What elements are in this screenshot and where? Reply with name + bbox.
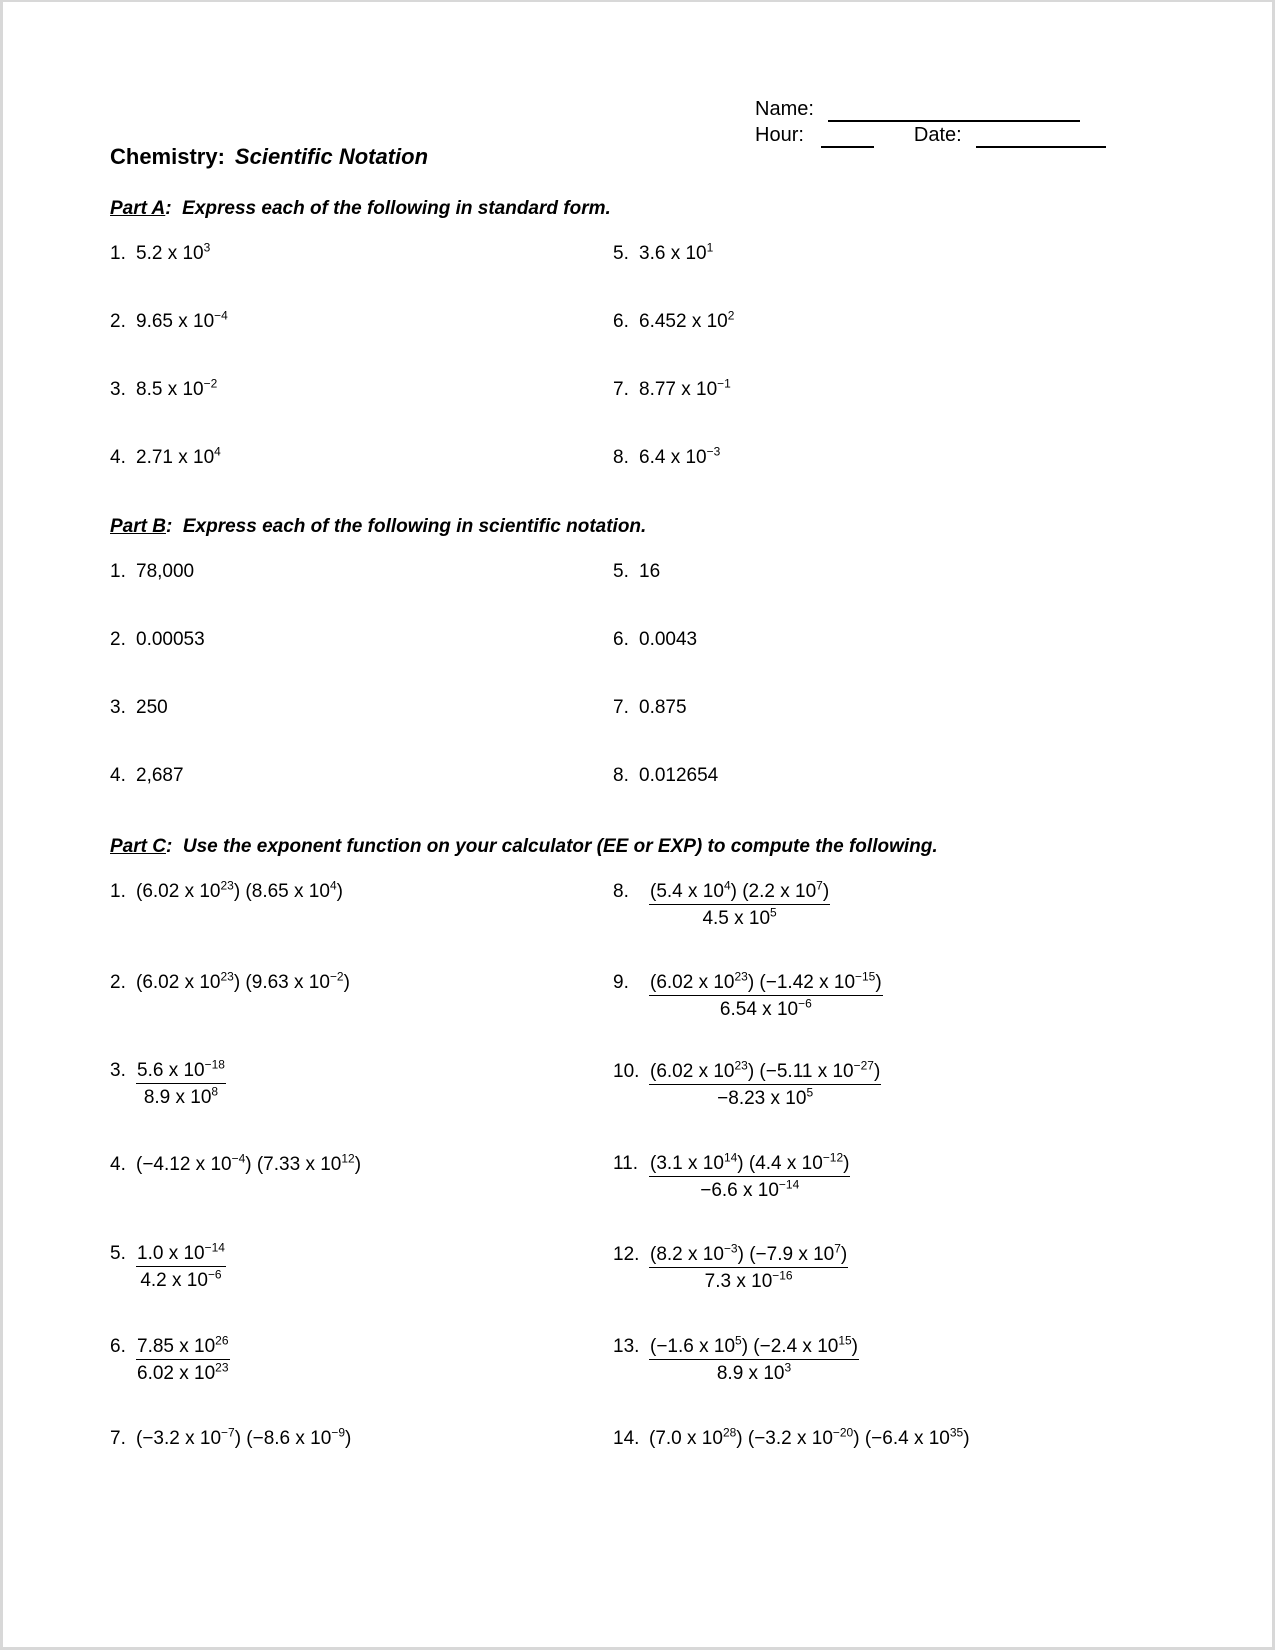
- part-b-item-4-expression-text-0: 2,687: [136, 765, 184, 786]
- part-c-item-13-numerator: [649, 1335, 859, 1360]
- part-c-item-9-numerator-text-1: ) (−1.42 x 10: [747, 972, 856, 993]
- part-a-item-3-expression-text-0: 8.5 x 10: [136, 379, 204, 400]
- part-a-item-4-expression: [136, 446, 221, 469]
- part-a-item-6-expression-text-0: 6.452 x 10: [639, 311, 728, 332]
- part-c-item-2-expression-exponent-0: 23: [220, 969, 234, 984]
- part-c-item-12-denominator-exponent-0: −16: [772, 1268, 793, 1283]
- part-a-item-2-number: 2.: [110, 311, 126, 332]
- part-c-item-9-numerator-text-2: ): [875, 972, 882, 993]
- part-c-item-9-denominator: [649, 996, 883, 1021]
- part-c-item-5-numerator-text-0: 1.0 x 10: [137, 1243, 205, 1264]
- part-c-item-13-denominator-exponent-0: 3: [784, 1360, 792, 1375]
- part-a-item-1-number: 1.: [110, 243, 126, 264]
- part-c-item-1-expression: [136, 880, 343, 903]
- part-c-item-5-fraction: [136, 1242, 226, 1292]
- part-b-colon: :: [165, 516, 173, 537]
- part-a-item-8-expression-text-0: 6.4 x 10: [639, 447, 707, 468]
- part-c-item-12-numerator-exponent-1: 7: [834, 1241, 841, 1256]
- part-c-item-12: [613, 1243, 848, 1293]
- part-c-item-8-number: 8.: [613, 881, 629, 902]
- part-a-item-3-expression-exponent-0: −2: [203, 376, 218, 391]
- part-b-label: Part B: [110, 516, 166, 537]
- part-c-item-8-numerator-text-0: (5.4 x 10: [650, 881, 724, 902]
- part-b-item-5-expression-text-0: 16: [639, 561, 661, 582]
- part-c-item-1-expression-exponent-0: 23: [220, 878, 234, 893]
- part-b-item-7-expression-text-0: 0.875: [639, 697, 687, 718]
- part-a-item-7-expression-exponent-0: −1: [717, 376, 731, 391]
- part-c-item-1-expression-text-0: (6.02 x 10: [136, 881, 221, 902]
- part-c-item-11-denominator-text-0: −6.6 x 10: [700, 1180, 779, 1201]
- part-c-item-5-numerator: [136, 1242, 226, 1267]
- part-c-item-5-numerator-exponent-0: −14: [204, 1240, 225, 1255]
- part-c-item-7-expression-text-0: (−3.2 x 10: [136, 1428, 222, 1449]
- part-a-item-6-number: 6.: [613, 311, 629, 332]
- name-row: [755, 96, 1215, 122]
- part-c-item-1-expression-text-1: ) (8.65 x 10: [233, 881, 330, 902]
- part-b-item-6-number: 6.: [613, 629, 629, 650]
- part-c-item-11-numerator-exponent-0: 14: [723, 1150, 738, 1165]
- part-b-item-2-expression: [136, 628, 205, 651]
- part-c-item-11-number: 11.: [613, 1153, 639, 1174]
- part-a-item-7-number: 7.: [613, 379, 629, 400]
- part-a-item-3-number: 3.: [110, 379, 126, 400]
- student-info-block: [755, 96, 1215, 148]
- part-c-item-9-numerator: [649, 971, 883, 996]
- part-c-item-14-expression-exponent-1: −20: [832, 1425, 854, 1440]
- part-c-item-3-denominator-exponent-0: 8: [211, 1084, 219, 1099]
- part-c-item-10-denominator-text-0: −8.23 x 10: [717, 1088, 807, 1109]
- part-c-item-8-numerator-text-1: ) (2.2 x 10: [730, 881, 817, 902]
- part-c-item-2-number: 2.: [110, 972, 126, 993]
- part-c-item-3-denominator-text-0: 8.9 x 10: [143, 1087, 212, 1108]
- part-a-colon: :: [165, 198, 172, 219]
- part-c-item-3-denominator: [136, 1084, 226, 1109]
- part-b-item-2-number: 2.: [110, 629, 126, 650]
- part-c-item-14-expression-text-3: ): [963, 1428, 970, 1449]
- part-c-item-12-number: 12.: [613, 1244, 640, 1265]
- part-c-item-9-denominator-text-0: 6.54 x 10: [719, 999, 799, 1020]
- part-c-item-14: [613, 1427, 970, 1450]
- part-c-item-13-fraction: [649, 1335, 859, 1385]
- part-c-item-4: [110, 1153, 361, 1176]
- part-c-item-6-number: 6.: [110, 1336, 126, 1357]
- part-b-item-6-expression-text-0: 0.0043: [639, 629, 698, 650]
- part-b-item-7-number: 7.: [613, 697, 629, 718]
- part-c-item-13-numerator-exponent-0: 5: [735, 1333, 742, 1348]
- part-a-item-2-expression-text-0: 9.65 x 10: [136, 311, 215, 332]
- part-a-item-2-expression-exponent-0: −4: [214, 308, 228, 323]
- part-c-item-8-fraction: [649, 880, 830, 930]
- part-c-item-14-expression-exponent-0: 28: [722, 1425, 737, 1440]
- part-b-item-7: [613, 696, 687, 719]
- part-c-item-3-numerator-exponent-0: −18: [204, 1057, 225, 1072]
- part-c-item-2-expression-text-0: (6.02 x 10: [136, 972, 221, 993]
- part-c-item-7: [110, 1427, 351, 1450]
- part-c-item-12-numerator-text-1: ) (−7.9 x 10: [737, 1244, 835, 1265]
- page-edge-top: [0, 0, 1275, 2]
- hour-input-line[interactable]: [821, 129, 874, 148]
- part-a-item-6-expression-exponent-0: 2: [727, 308, 735, 323]
- part-c-item-9-numerator-exponent-0: 23: [734, 969, 748, 984]
- part-c-item-13-denominator: [649, 1360, 859, 1385]
- part-c-item-5-denominator-text-0: 4.2 x 10: [140, 1270, 208, 1291]
- part-c-item-5: [110, 1242, 226, 1292]
- part-b-instruction: Express each of the following in scientific notation.: [182, 516, 647, 537]
- part-c-item-8-numerator: [649, 880, 830, 905]
- part-c-item-7-expression-exponent-1: −9: [331, 1425, 345, 1440]
- part-a-item-6-expression: [639, 310, 734, 333]
- part-b-item-5: [613, 560, 660, 583]
- part-c-item-10-denominator: [649, 1085, 881, 1110]
- part-c-item-12-denominator: [649, 1268, 848, 1293]
- part-c-item-12-numerator-text-0: (8.2 x 10: [650, 1244, 724, 1265]
- part-a-item-8-expression-exponent-0: −3: [706, 444, 721, 459]
- hour-date-row: [755, 122, 1215, 148]
- hour-label: Hour:: [755, 124, 804, 146]
- part-a-item-5-expression-exponent-0: 1: [706, 240, 714, 255]
- part-c-item-12-numerator-exponent-0: −3: [723, 1241, 738, 1256]
- part-c-item-13-number: 13.: [613, 1336, 640, 1357]
- part-c-item-6-numerator-text-0: 7.85 x 10: [137, 1336, 216, 1357]
- part-c-item-4-expression: [136, 1153, 361, 1176]
- part-c-item-10-denominator-exponent-0: 5: [806, 1085, 814, 1100]
- part-b-item-8-expression: [639, 764, 718, 787]
- part-c-item-8-denominator-exponent-0: 5: [770, 905, 777, 920]
- part-c-item-3-numerator-text-0: 5.6 x 10: [137, 1060, 205, 1081]
- part-c-instruction: Use the exponent function on your calculator (EE or EXP) to compute the following.: [182, 836, 938, 857]
- part-b-item-6-expression: [639, 628, 697, 651]
- part-c-item-13-numerator-text-0: (−1.6 x 10: [650, 1336, 736, 1357]
- part-c-item-3-numerator: [136, 1059, 226, 1084]
- part-c-item-9-fraction: [649, 971, 883, 1021]
- part-c-item-4-number: 4.: [110, 1154, 126, 1175]
- part-a-item-2-expression: [136, 310, 228, 333]
- part-c-item-10-numerator-text-2: ): [873, 1061, 881, 1082]
- part-b-item-1-expression: [136, 560, 194, 583]
- part-b-item-2-expression-text-0: 0.00053: [136, 629, 205, 650]
- part-b-item-3-expression-text-0: 250: [136, 697, 168, 718]
- part-c-item-4-expression-exponent-0: −4: [231, 1151, 246, 1166]
- part-a-item-5: [613, 242, 713, 265]
- part-c-item-8-denominator: [649, 905, 830, 930]
- part-c-item-4-expression-text-1: ) (7.33 x 10: [245, 1154, 342, 1175]
- part-b-item-8-expression-text-0: 0.012654: [639, 765, 719, 786]
- part-a-item-4: [110, 446, 221, 469]
- part-b-heading: [110, 516, 646, 538]
- part-c-item-7-expression-text-1: ) (−8.6 x 10: [234, 1428, 332, 1449]
- part-b-item-3: [110, 696, 168, 719]
- part-c-item-14-expression-exponent-2: 35: [949, 1425, 964, 1440]
- part-a-item-4-expression-text-0: 2.71 x 10: [136, 447, 215, 468]
- part-c-item-4-expression-exponent-1: 12: [341, 1151, 355, 1166]
- part-c-item-14-expression: [649, 1427, 970, 1450]
- part-c-item-7-number: 7.: [110, 1428, 126, 1449]
- part-a-item-5-expression: [639, 242, 713, 265]
- part-b-item-4: [110, 764, 184, 787]
- part-c-item-10-number: 10.: [613, 1061, 640, 1082]
- part-c-item-1-number: 1.: [110, 881, 126, 902]
- date-input-line[interactable]: [976, 129, 1106, 148]
- part-a-item-1-expression-exponent-0: 3: [203, 240, 211, 255]
- part-c-item-7-expression-exponent-0: −7: [221, 1425, 235, 1440]
- part-c-item-10-fraction: [649, 1060, 881, 1110]
- part-a-item-3-expression: [136, 378, 217, 401]
- part-a-item-4-number: 4.: [110, 447, 126, 468]
- part-a-item-5-number: 5.: [613, 243, 629, 264]
- part-c-item-12-fraction: [649, 1243, 848, 1293]
- part-c-item-11: [613, 1152, 850, 1202]
- part-c-item-3: [110, 1059, 226, 1109]
- part-a-instruction: Express each of the following in standard form.: [182, 198, 611, 219]
- page-edge-left: [0, 0, 3, 1650]
- part-b-item-5-expression: [639, 560, 660, 583]
- part-c-item-1: [110, 880, 343, 903]
- part-c-item-14-number: 14.: [613, 1428, 640, 1449]
- part-c-item-7-expression: [136, 1427, 351, 1450]
- part-c-item-3-fraction: [136, 1059, 226, 1109]
- part-b-item-1: [110, 560, 194, 583]
- part-c-item-6-numerator: [136, 1335, 230, 1360]
- part-c-item-8-numerator-exponent-1: 7: [816, 878, 823, 893]
- part-c-item-9-numerator-exponent-1: −15: [855, 969, 876, 984]
- name-label: Name:: [755, 98, 814, 120]
- part-a-item-5-expression-text-0: 3.6 x 10: [639, 243, 707, 264]
- part-c-item-12-denominator-text-0: 7.3 x 10: [704, 1271, 773, 1292]
- part-c-item-6-denominator-text-0: 6.02 x 10: [137, 1363, 216, 1384]
- part-c-item-9-number: 9.: [613, 972, 629, 993]
- part-a-item-2: [110, 310, 228, 333]
- part-c-item-14-expression-text-1: ) (−3.2 x 10: [736, 1428, 833, 1449]
- part-a-item-7: [613, 378, 731, 401]
- part-a-item-6: [613, 310, 734, 333]
- part-a-item-4-expression-exponent-0: 4: [214, 444, 221, 459]
- part-c-item-13-numerator-text-2: ): [851, 1336, 858, 1357]
- part-c-item-14-expression-text-2: ) (−6.4 x 10: [853, 1428, 950, 1449]
- part-b-item-6: [613, 628, 697, 651]
- part-c-item-5-denominator: [136, 1267, 226, 1292]
- part-a-item-1-expression-text-0: 5.2 x 10: [136, 243, 204, 264]
- part-c-label: Part C: [110, 836, 166, 857]
- part-c-item-1-expression-text-2: ): [336, 881, 343, 902]
- part-a-label: Part A: [110, 198, 166, 219]
- part-c-item-12-numerator-text-2: ): [840, 1244, 848, 1265]
- part-b-item-5-number: 5.: [613, 561, 629, 582]
- part-c-item-2: [110, 971, 350, 994]
- part-b-item-3-expression: [136, 696, 168, 719]
- part-c-heading: [110, 836, 938, 858]
- part-b-item-8: [613, 764, 718, 787]
- part-b-item-2: [110, 628, 205, 651]
- part-a-item-7-expression: [639, 378, 731, 401]
- part-c-item-11-denominator-exponent-0: −14: [778, 1177, 800, 1192]
- part-c-item-6-denominator: [136, 1360, 230, 1385]
- part-c-item-11-fraction: [649, 1152, 850, 1202]
- part-c-item-6-denominator-exponent-0: 23: [215, 1360, 229, 1375]
- part-c-item-10: [613, 1060, 881, 1110]
- part-c-item-11-numerator: [649, 1152, 850, 1177]
- part-c-item-2-expression-text-2: ): [343, 972, 350, 993]
- name-input-line[interactable]: [828, 103, 1080, 122]
- part-a-item-1: [110, 242, 210, 265]
- part-c-item-10-numerator: [649, 1060, 881, 1085]
- part-c-item-5-denominator-exponent-0: −6: [207, 1267, 222, 1282]
- part-c-item-10-numerator-text-1: ) (−5.11 x 10: [747, 1061, 854, 1082]
- part-c-item-13-denominator-text-0: 8.9 x 10: [716, 1363, 785, 1384]
- part-c-item-6-numerator-exponent-0: 26: [215, 1333, 229, 1348]
- page-title: [110, 144, 428, 170]
- part-a-item-7-expression-text-0: 8.77 x 10: [639, 379, 718, 400]
- part-c-item-10-numerator-exponent-1: −27: [853, 1058, 874, 1073]
- part-c-item-5-number: 5.: [110, 1243, 126, 1264]
- part-c-colon: :: [165, 836, 173, 857]
- part-b-item-4-expression: [136, 764, 184, 787]
- part-c-item-1-expression-exponent-1: 4: [329, 878, 337, 893]
- part-c-item-13: [613, 1335, 859, 1385]
- part-c-item-14-expression-text-0: (7.0 x 10: [649, 1428, 723, 1449]
- part-a-item-3: [110, 378, 217, 401]
- part-c-item-9-denominator-exponent-0: −6: [798, 996, 812, 1011]
- part-c-item-11-numerator-text-0: (3.1 x 10: [650, 1153, 724, 1174]
- part-c-item-3-number: 3.: [110, 1060, 126, 1081]
- part-b-item-7-expression: [639, 696, 687, 719]
- part-a-heading: [110, 198, 611, 220]
- part-c-item-8-numerator-exponent-0: 4: [723, 878, 731, 893]
- date-label: Date:: [913, 124, 962, 146]
- part-a-item-8: [613, 446, 720, 469]
- part-c-item-11-denominator: [649, 1177, 850, 1202]
- part-c-item-10-numerator-text-0: (6.02 x 10: [650, 1061, 735, 1082]
- part-c-item-8-numerator-text-2: ): [822, 881, 830, 902]
- part-c-item-8: [613, 880, 830, 930]
- part-b-item-8-number: 8.: [613, 765, 629, 786]
- part-c-item-4-expression-text-2: ): [354, 1154, 362, 1175]
- part-c-item-11-numerator-text-2: ): [843, 1153, 850, 1174]
- part-b-item-3-number: 3.: [110, 697, 126, 718]
- part-c-item-8-denominator-text-0: 4.5 x 10: [702, 908, 771, 929]
- part-c-item-9-numerator-text-0: (6.02 x 10: [650, 972, 735, 993]
- part-c-item-2-expression: [136, 971, 350, 994]
- part-c-item-12-numerator: [649, 1243, 848, 1268]
- part-c-item-13-numerator-exponent-1: 15: [838, 1333, 852, 1348]
- title-course: Chemistry:: [110, 144, 225, 169]
- part-a-item-1-expression: [136, 242, 210, 265]
- part-c-item-11-numerator-text-1: ) (4.4 x 10: [737, 1153, 823, 1174]
- part-b-item-1-expression-text-0: 78,000: [136, 561, 195, 582]
- part-c-item-7-expression-text-2: ): [344, 1428, 352, 1449]
- part-c-item-2-expression-exponent-1: −2: [329, 969, 344, 984]
- part-c-item-2-expression-text-1: ) (9.63 x 10: [233, 972, 330, 993]
- part-c-item-10-numerator-exponent-0: 23: [734, 1058, 748, 1073]
- part-c-item-9: [613, 971, 883, 1021]
- part-c-item-4-expression-text-0: (−4.12 x 10: [136, 1154, 232, 1175]
- part-a-item-8-expression: [639, 446, 720, 469]
- title-subject: Scientific Notation: [234, 144, 429, 169]
- part-a-item-8-number: 8.: [613, 447, 629, 468]
- part-c-item-11-numerator-exponent-1: −12: [822, 1150, 844, 1165]
- part-c-item-6-fraction: [136, 1335, 230, 1385]
- part-b-item-4-number: 4.: [110, 765, 126, 786]
- part-b-item-1-number: 1.: [110, 561, 126, 582]
- part-c-item-6: [110, 1335, 230, 1385]
- part-c-item-13-numerator-text-1: ) (−2.4 x 10: [741, 1336, 839, 1357]
